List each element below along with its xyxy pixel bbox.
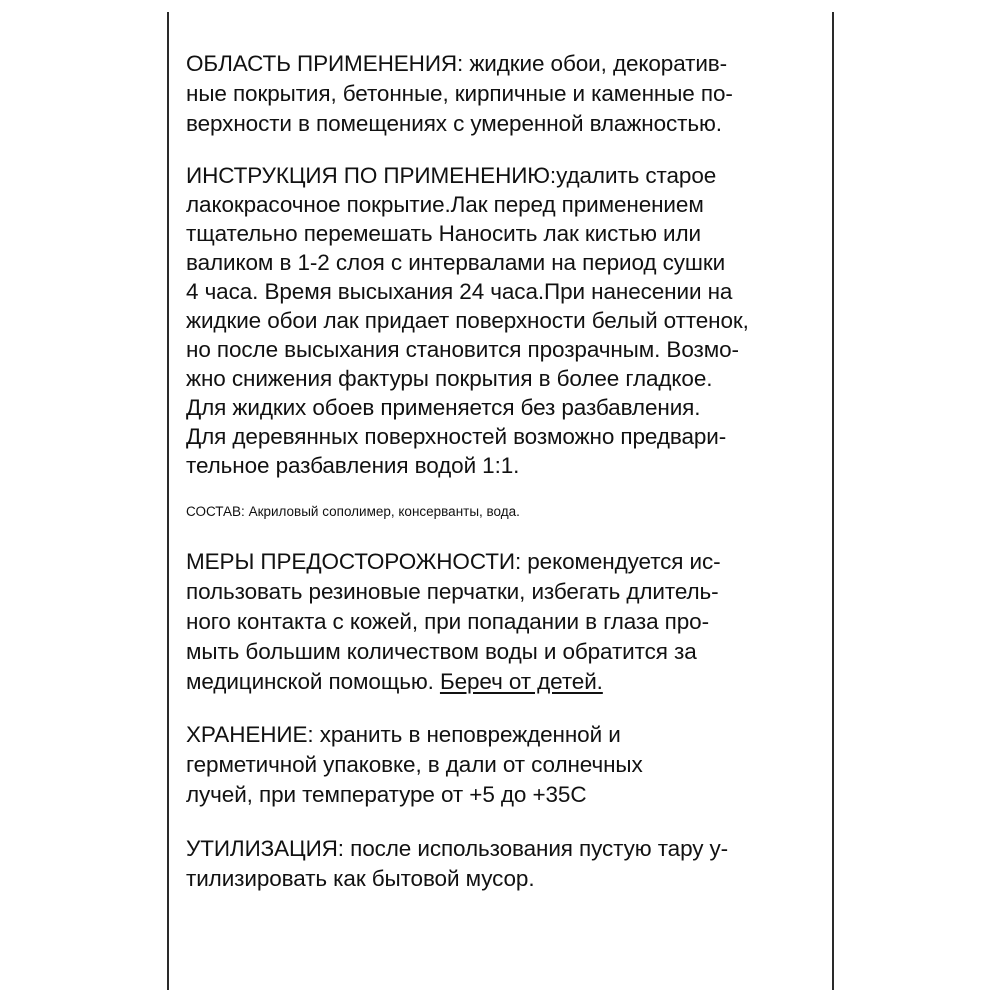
text-line: но после высыхания становится прозрачным. Возмо- xyxy=(186,337,739,362)
text-line: Для деревянных поверхностей возможно предвари- xyxy=(186,424,727,449)
text-line: тилизировать как бытовой мусор. xyxy=(186,866,535,891)
text-line: 4 часа. Время высыхания 24 часа.При нанесении на xyxy=(186,279,733,304)
product-label xyxy=(167,12,834,990)
text-line: герметичной упаковке, в дали от солнечных xyxy=(186,752,643,777)
text-fragment: медицинской помощью. xyxy=(186,669,440,694)
text-line: лакокрасочное покрытие.Лак перед применением xyxy=(186,192,704,217)
text-line: ХРАНЕНИЕ: хранить в неповрежденной и xyxy=(186,722,621,747)
composition-text: СОСТАВ: Акриловый сополимер, консерванты, вода. xyxy=(186,504,520,519)
text-line: тельное разбавления водой 1:1. xyxy=(186,453,520,478)
text-line-last xyxy=(186,667,603,697)
keep-away-from-children-warning: Береч от детей. xyxy=(439,669,603,694)
text-line: тщательно перемешать Наносить лак кистью или xyxy=(186,221,701,246)
text-line: пользовать резиновые перчатки, избегать длитель- xyxy=(186,579,719,604)
text-line: мыть большим количеством воды и обратится за xyxy=(186,639,697,664)
text-line: жно снижения фактуры покрытия в более гладкое. xyxy=(186,366,713,391)
text-line: Для жидких обоев применяется без разбавления. xyxy=(186,395,701,420)
text-line: жидкие обои лак придает поверхности белый оттенок, xyxy=(186,308,749,333)
text-line: УТИЛИЗАЦИЯ: после использования пустую тару у- xyxy=(186,836,729,861)
text-line: МЕРЫ ПРЕДОСТОРОЖНОСТИ: рекомендуется ис- xyxy=(186,549,721,574)
text-line: ные покрытия, бетонные, кирпичные и каменные по- xyxy=(186,81,733,106)
text-line: ного контакта с кожей, при попадании в глаза про- xyxy=(186,609,709,634)
text-line: лучей, при температуре от +5 до +35С xyxy=(186,782,587,807)
text-line: валиком в 1-2 слоя с интервалами на период сушки xyxy=(186,250,726,275)
text-line: верхности в помещениях с умеренной влажностью. xyxy=(186,111,722,136)
text-line: ИНСТРУКЦИЯ ПО ПРИМЕНЕНИЮ:удалить старое xyxy=(186,163,717,188)
text-line: ОБЛАСТЬ ПРИМЕНЕНИЯ: жидкие обои, декоратив- xyxy=(186,51,728,76)
